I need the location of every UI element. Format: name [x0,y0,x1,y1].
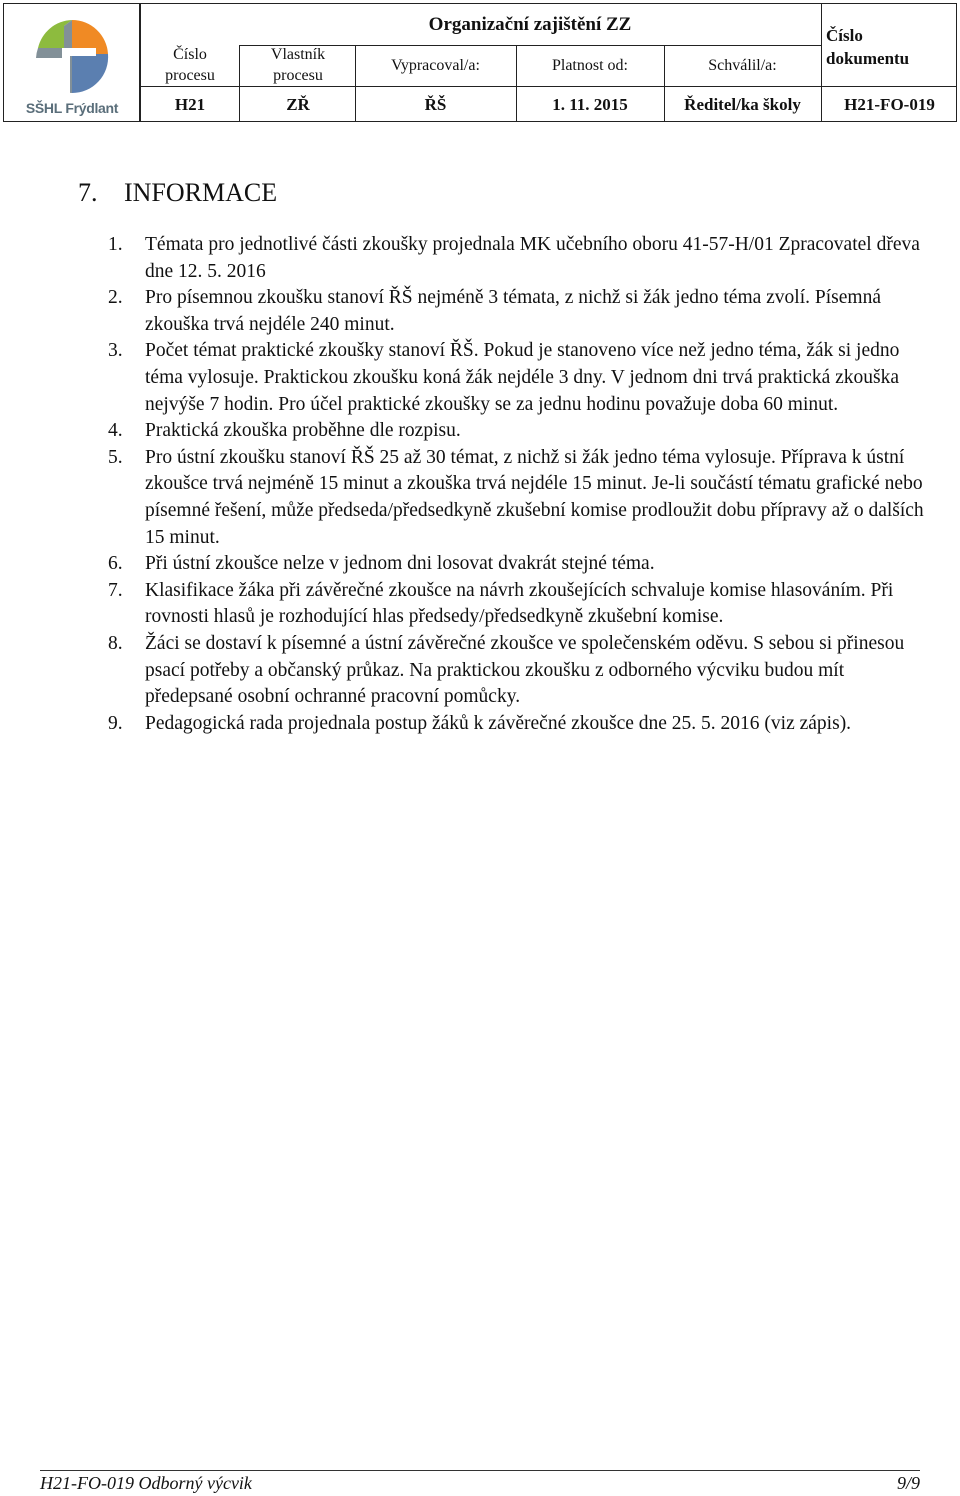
process-owner-value: ZŘ [286,95,310,114]
logo-text: SŠHL Frýdlant [25,100,119,116]
list-item [108,285,928,338]
process-number-value: H21 [174,95,206,114]
footer-divider [40,1470,920,1471]
list-item-text: Praktická zkouška proběhne dle rozpisu. [145,420,461,442]
list-item-number: 8. [108,632,123,654]
valid-from-value: 1. 11. 2015 [552,95,628,114]
process-number-label: Číslo procesu [165,46,215,84]
list-item-number: 2. [108,287,123,309]
list-item-number: 7. [108,579,123,601]
approved-by-label: Schválil/a: [708,57,777,74]
school-logo-icon [32,18,112,94]
list-item-text: Pedagogická rada projednala postup žáků k závěrečné zkoušce dne 25. 5. 2016 (viz zápis). [145,712,852,734]
list-item-text: Žáci se dostaví k písemné a ústní závěrečné zkoušce ve společenském oděvu. S sebou si přinesou psací potřeby a občanský průkaz. Na praktickou zkoušku z odborného výcviku budou mít předepsané osobní ochranné pracovní pomůcky. [145,632,905,708]
list-item [108,578,928,631]
list-item-number: 5. [108,446,123,468]
list-item-number: 6. [108,553,123,575]
list-item [108,631,928,711]
list-item-text: Pro ústní zkoušku stanoví ŘŠ 25 až 30 témat, z nichž si žák jedno téma vylosuje. Příprava k ústní zkoušce trvá nejméně 15 minut a zkouška trvá nejdéle 15 minut. Je-li součástí tématu grafické nebo písemné řešení, může předseda/předsedkyně zkušební komise prodloužit dobu přípravy až o dalších 15 minut. [145,446,924,548]
section-number: 7. [78,178,98,207]
list-item [108,551,928,578]
doc-number-value: H21-FO-019 [844,95,935,114]
section-title: INFORMACE [124,178,278,207]
footer-page-number: 9/9 [896,1473,920,1493]
logo-cell [4,4,140,121]
list-item-number: 4. [108,420,123,442]
list-item [108,418,928,445]
list-item-number: 3. [108,340,123,362]
doc-number-label: Číslo dokumentu [826,26,910,68]
list-item-text: Klasifikace žáka při závěrečné zkoušce na návrh zkoušejících schvaluje komise hlasováním. Při rovnosti hlasů je rozhodující hlas předsedy/předsedkyně zkušební komise. [145,579,894,628]
footer-document-name: H21-FO-019 Odborný výcvik [40,1473,252,1493]
list-item-text: Témata pro jednotlivé části zkoušky projednala MK učebního oboru 41-57-H/01 Zpracovatel dřeva dne 12. 5. 2016 [145,234,920,282]
process-owner-label: Vlastník procesu [270,46,326,84]
list-item [108,711,928,738]
valid-from-label: Platnost od: [551,57,628,74]
header-title: Organizační zajištění ZZ [428,14,632,35]
list-item-number: 1. [108,234,123,255]
document-header [3,3,957,122]
list-item-number: 9. [108,712,123,734]
list-item-text: Počet témat praktické zkoušky stanoví ŘŠ. Pokud je stanoveno více než jedno téma, žák si jedno téma vylosuje. Praktickou zkoušku koná žák nejdéle 3 dny. V jednom dni trvá praktická zkouška nejvýše 7 hodin. Pro účel praktické zkoušky se za jednu hodinu považuje doba 60 minut. [145,340,900,415]
prepared-by-value: ŘŠ [424,95,447,114]
prepared-by-label: Vypracoval/a: [391,57,480,74]
list-item-text: Pro písemnou zkoušku stanoví ŘŠ nejméně 3 témata, z nichž si žák jedno téma zvolí. Písemná zkouška trvá nejdéle 240 minut. [145,287,881,335]
section-heading [78,178,277,208]
information-list [108,232,928,737]
list-item [108,445,928,551]
list-item [108,232,928,285]
list-item [108,338,928,418]
approved-by-value: Ředitel/ka školy [684,95,801,114]
list-item-text: Při ústní zkoušce nelze v jednom dni losovat dvakrát stejné téma. [145,553,655,575]
